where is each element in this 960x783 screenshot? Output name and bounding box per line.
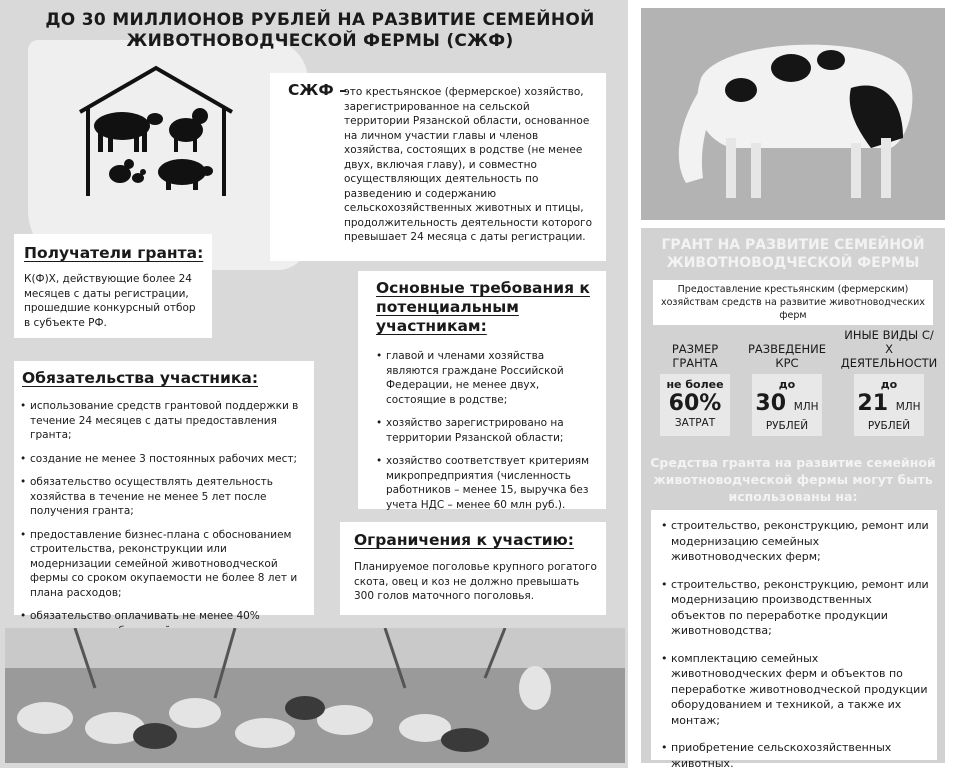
obligations-heading: Обязательства участника: (22, 369, 259, 387)
use-item: • строительство, реконструкцию, ремонт или модернизацию семейных животноводческих ферм; (661, 518, 929, 565)
use-item: • приобретение сельскохозяйственных животных. (661, 740, 929, 771)
metric-card (660, 374, 730, 436)
metric-card (854, 374, 924, 436)
chicken-icon (109, 159, 146, 183)
metric-label: РАЗМЕР ГРАНТА (671, 342, 719, 370)
metric-prefix: не более (666, 378, 724, 391)
metric-other (841, 326, 937, 436)
metric-value (854, 391, 924, 420)
metric-label: РАЗВЕДЕНИЕ КРС (747, 342, 827, 370)
page-title (40, 10, 600, 52)
metric-suffix: РУБЛЕЙ (765, 420, 809, 432)
recipients-heading: Получатели гранта: (24, 244, 204, 262)
obligation-item: • обязательство оплачивать не менее 40% (20, 609, 310, 653)
definition-text: это крестьянское (фермерское) хозяйство, зарегистрированное на сельской территории Рязанской области, основанное на личном участии главы и членов хозяйства, состоящих в родстве (не менее двух, включая главу), и совместно осуществляющих деятельность по разведению и содержанию сельскохозяйственных животных и птицы, продолжительность деятельности которого превышает 24 месяца с даты регистрации. (344, 86, 593, 243)
cow-icon (94, 112, 163, 152)
grant-subtitle: Предоставление крестьянским (фермерским) хозяйствам средств на развитие животноводческих ферм (653, 280, 933, 325)
metric-suffix: РУБЛЕЙ (867, 420, 911, 432)
title-line-2: ЖИВОТНОВОДЧЕСКОЙ ФЕРМЫ (СЖФ) (126, 31, 514, 51)
metric-grant-size (655, 326, 735, 436)
use-item: • строительство, реконструкцию, ремонт или модернизацию производственных объектов по переработке продукции животноводства; (661, 577, 929, 639)
metric-value (660, 391, 730, 417)
obligations-box (14, 361, 314, 622)
restrictions-text: Планируемое поголовье крупного рогатого скота, овец и коз не должно превышать 300 голов маточного поголовья. (354, 561, 597, 602)
metric-prefix: до (880, 378, 898, 391)
uses-box (651, 510, 937, 770)
farm-house-icon (76, 64, 236, 199)
requirements-heading: Основные требования к потенциальным участникам: (376, 279, 590, 335)
metric-number: 30 (755, 391, 787, 416)
sheep-flock-photo (5, 628, 625, 763)
use-item: • комплектацию семейных животноводческих ферм и объектов по переработке животноводческой продукции оборудованием и техникой, а также их монтаж; (661, 651, 929, 729)
definition-box (270, 73, 606, 261)
ram-icon (169, 108, 208, 152)
recipients-box (14, 234, 212, 338)
obligation-item: • предоставление бизнес-плана с обоснованием строительства, реконструкции или модернизации семейной животноводческой фермы со сроком окупаемости не более 8 лет и плана расходов; (20, 528, 310, 601)
metric-value (752, 391, 822, 420)
metric-suffix: ЗАТРАТ (674, 417, 716, 429)
pig-icon (158, 159, 213, 190)
metric-cattle (747, 326, 827, 436)
metric-card (752, 374, 822, 436)
grant-title: ГРАНТ НА РАЗВИТИЕ СЕМЕЙНОЙ ЖИВОТНОВОДЧЕСКОЙ ФЕРМЫ (661, 237, 925, 271)
obligation-item: • обязательство осуществлять деятельность хозяйства в течение не менее 5 лет после получения гранта; (20, 475, 310, 519)
metric-prefix: до (778, 378, 796, 391)
metric-number: 21 (857, 391, 889, 416)
requirement-item: • хозяйство соответствует критериям микропредприятия (численность работников – менее 15, выручка без учета НДС – менее 60 млн руб.). (376, 454, 598, 512)
restrictions-box (340, 522, 606, 615)
obligation-item: • создание не менее 3 постоянных рабочих мест; (20, 452, 310, 467)
restrictions-heading: Ограничения к участию: (354, 531, 574, 549)
obligation-item: • использование средств грантовой поддержки в течение 24 месяцев с даты предоставления гранта; (20, 399, 310, 443)
metric-label: ИНЫЕ ВИДЫ С/Х ДЕЯТЕЛЬНОСТИ (840, 328, 938, 370)
cow-photo (641, 8, 945, 220)
requirements-box (358, 271, 606, 509)
requirement-item: • главой и членами хозяйства являются граждане Российской Федерации, не менее двух, состоящие в родстве; (376, 349, 598, 407)
title-line-1: ДО 30 МИЛЛИОНОВ РУБЛЕЙ НА РАЗВИТИЕ СЕМЕЙНОЙ (45, 10, 595, 30)
uses-heading: Средства гранта на развитие семейной животноводческой фермы могут быть использованы на: (650, 455, 936, 504)
metric-unit: МЛН (793, 401, 819, 413)
recipients-text: К(Ф)Х, действующие более 24 месяцев с даты регистрации, прошедшие конкурсный отбор в субъекте РФ. (24, 273, 196, 329)
requirement-item: • хозяйство зарегистрировано на территории Рязанской области; (376, 416, 598, 445)
grant-panel (641, 228, 945, 770)
metric-number: 60% (668, 391, 722, 416)
definition-term: СЖФ – (288, 81, 347, 99)
metric-unit: МЛН (895, 401, 921, 413)
